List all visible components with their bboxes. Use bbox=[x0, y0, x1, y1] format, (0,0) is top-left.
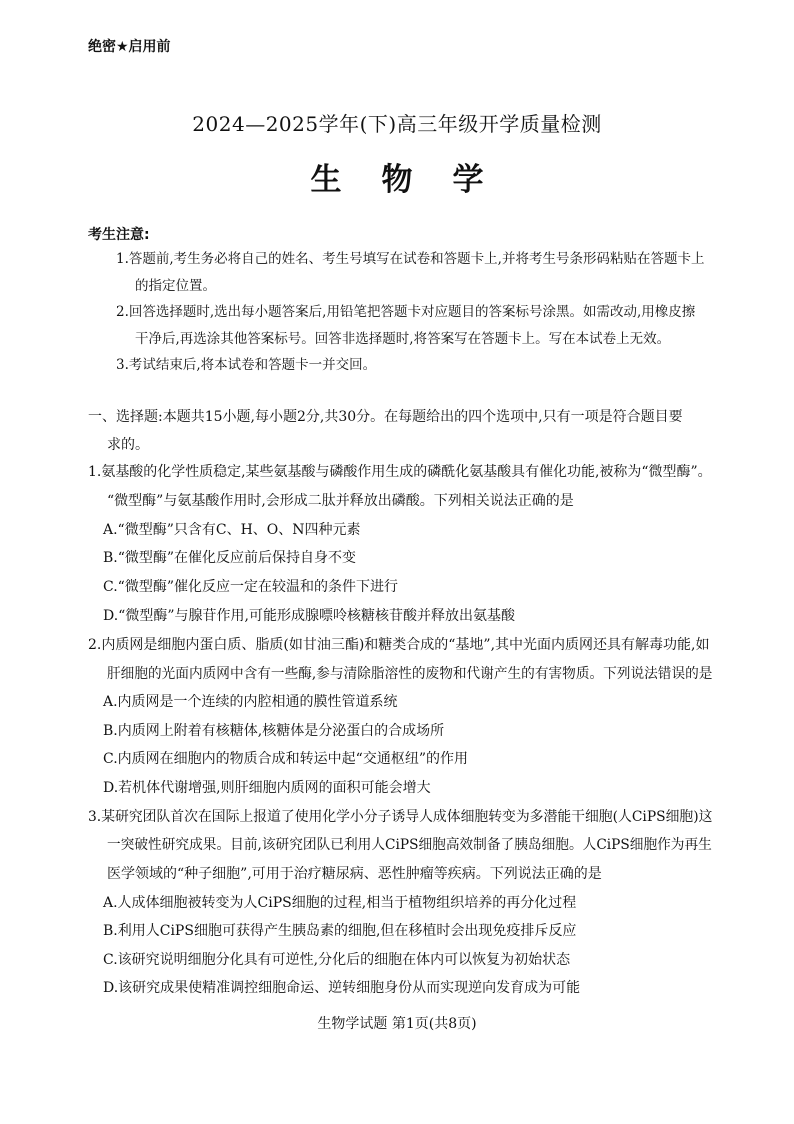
section-heading: 一、选择题:本题共15小题,每小题2分,共30分。在每题给出的四个选项中,只有一项是符合题目要 bbox=[88, 409, 683, 425]
question-option: B.利用人CiPS细胞可获得产生胰岛素的细胞,但在移植时会出现免疫排斥反应 bbox=[103, 923, 577, 939]
question-stem: “微型酶”与氨基酸作用时,会形成二肽并释放出磷酸。下列相关说法正确的是 bbox=[107, 493, 574, 509]
question-option: C.该研究说明细胞分化具有可逆性,分化后的细胞在体内可以恢复为初始状态 bbox=[103, 952, 571, 968]
question-option: A.内质网是一个连续的内腔相通的膜性管道系统 bbox=[103, 694, 398, 710]
page-footer: 生物学试题 第1页(共8页) bbox=[317, 1016, 477, 1032]
question-stem: 一突破性研究成果。目前,该研究团队已利用人CiPS细胞高效制备了胰岛细胞。人CiPS细胞作为再生 bbox=[107, 837, 712, 853]
confidential-mark: 绝密★启用前 bbox=[88, 39, 171, 55]
notice-line: 3.考试结束后,将本试卷和答题卡一并交回。 bbox=[116, 357, 377, 373]
question-option: D.若机体代谢增强,则肝细胞内质网的面积可能会增大 bbox=[103, 780, 431, 796]
notice-line: 1.答题前,考生务必将自己的姓名、考生号填写在试卷和答题卡上,并将考生号条形码粘贴在答题卡上 bbox=[116, 251, 705, 267]
question-option: B.“微型酶”在催化反应前后保持自身不变 bbox=[103, 550, 357, 566]
notice-heading: 考生注意: bbox=[88, 227, 150, 243]
question-option: C.“微型酶”催化反应一定在较温和的条件下进行 bbox=[103, 579, 398, 595]
question-stem: 医学领域的“种子细胞”,可用于治疗糖尿病、恶性肿瘤等疾病。下列说法正确的是 bbox=[107, 866, 602, 882]
question-option: A.“微型酶”只含有C、H、O、N四种元素 bbox=[103, 522, 361, 538]
notice-line: 2.回答选择题时,选出每小题答案后,用铅笔把答题卡对应题目的答案标号涂黑。如需改动,用橡皮擦 bbox=[116, 304, 696, 320]
question-option: B.内质网上附着有核糖体,核糖体是分泌蛋白的合成场所 bbox=[103, 723, 445, 739]
question-option: D.该研究成果使精准调控细胞命运、逆转细胞身份从而实现逆向发育成为可能 bbox=[103, 980, 581, 996]
subject-title: 生物学 bbox=[310, 162, 524, 198]
question-option: C.内质网在细胞内的物质合成和转运中起“交通枢纽”的作用 bbox=[103, 751, 468, 767]
question-stem: 肝细胞的光面内质网中含有一些酶,参与清除脂溶性的废物和代谢产生的有害物质。下列说法错误的是 bbox=[107, 666, 713, 682]
question-stem: 1.氨基酸的化学性质稳定,某些氨基酸与磷酸作用生成的磷酰化氨基酸具有催化功能,被称为“微型酶”。 bbox=[88, 464, 712, 480]
exam-title: 2024—2025学年(下)高三年级开学质量检测 bbox=[192, 112, 602, 136]
question-option: A.人成体细胞被转变为人CiPS细胞的过程,相当于植物组织培养的再分化过程 bbox=[103, 895, 577, 911]
question-stem: 2.内质网是细胞内蛋白质、脂质(如甘油三酯)和糖类合成的“基地”,其中光面内质网还具有解毒功能,如 bbox=[88, 637, 710, 653]
question-stem: 3.某研究团队首次在国际上报道了使用化学小分子诱导人成体细胞转变为多潜能干细胞(人CiPS细胞)这 bbox=[88, 809, 713, 825]
notice-line: 干净后,再选涂其他答案标号。回答非选择题时,将答案写在答题卡上。写在本试卷上无效。 bbox=[135, 331, 671, 347]
section-heading-cont: 求的。 bbox=[107, 437, 149, 453]
notice-line: 的指定位置。 bbox=[135, 278, 216, 294]
question-option: D.“微型酶”与腺苷作用,可能形成腺嘌呤核糖核苷酸并释放出氨基酸 bbox=[103, 608, 515, 624]
